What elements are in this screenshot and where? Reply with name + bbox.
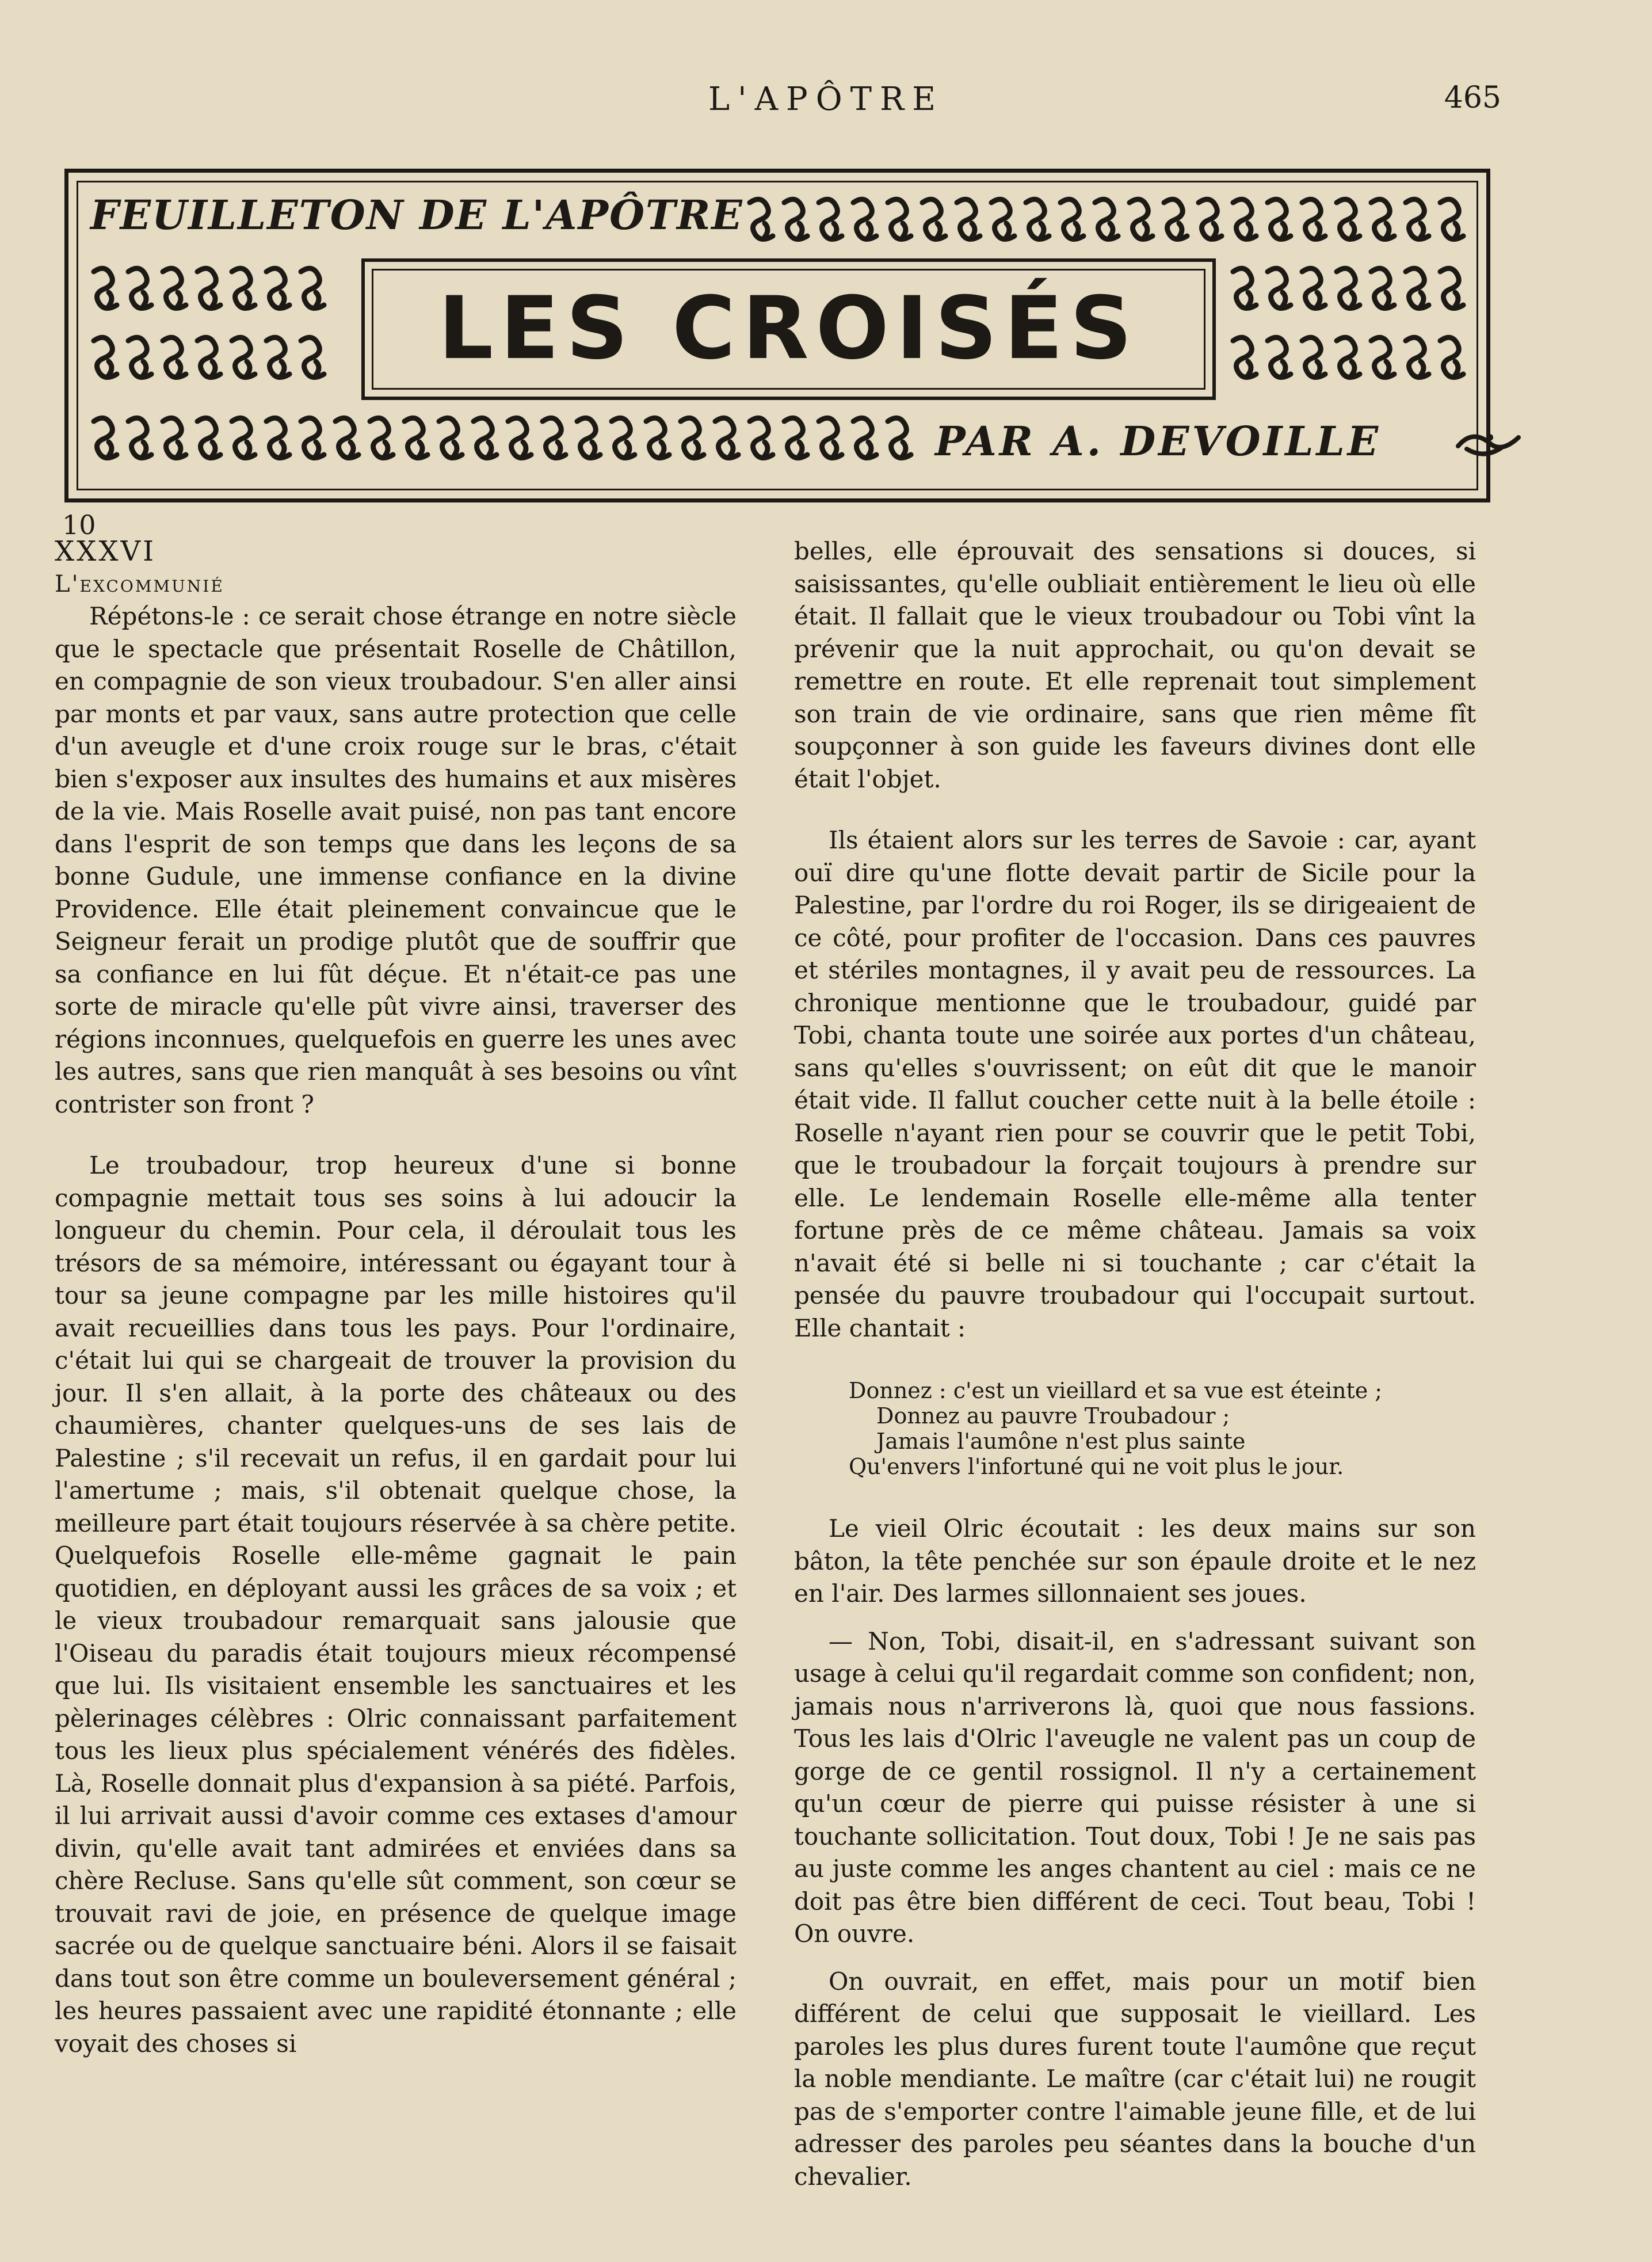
ornament-glyph-icon (1440, 199, 1463, 239)
ornament-glyph-icon (819, 418, 842, 458)
title-frame (361, 258, 1216, 400)
ornament-glyph-icon (197, 337, 220, 377)
ornament-glyph-icon (577, 418, 600, 458)
paragraph: Ils étaient alors sur les terres de Savoie : car, ayant ouï dire qu'une flotte devait partir de Sicile pour la Palestine, par l'ordre du roi Roger, ils se dirigeaient de ce côté, pour profiter de l'occasion. Dans ces pauvres et stériles montagnes, il y avait peu de ressources. La chronique mentionne que le troubadour, guidé par Tobi, chanta toute une soirée aux portes d'un château, sans qu'elles s'ouvrissent; on eût dit que le manoir était vide. Il fallut coucher cette nuit à la belle étoile : Roselle n'ayant rien pour se couvrir que le petit Tobi, que le troubadour la forçait toujours à prendre sur elle. Le lendemain Roselle elle-même alla tenter fortune près de ce même château. Jamais sa voix n'avait été si belle ni si touchante ; car c'était la pensée du pauvre troubadour qui l'occupait surtout. Elle chantait : (794, 826, 1476, 1342)
ornament-row-bottom-left-icon (86, 409, 920, 466)
ornament-glyph-icon (163, 337, 186, 377)
ornament-glyph-icon (301, 268, 324, 308)
ornament-glyph-icon (232, 268, 255, 308)
ornament-glyph-icon (1371, 337, 1394, 377)
ornament-glyph-icon (1371, 199, 1394, 239)
ornament-row-left-lower-icon (86, 328, 350, 386)
verse-block (849, 1378, 1476, 1479)
ornament-glyph-icon (1060, 199, 1083, 239)
ornament-glyph-icon (1268, 199, 1291, 239)
ornament-row-top-right-icon (742, 190, 1472, 247)
ornament-glyph-icon (94, 337, 117, 377)
paragraph: Le vieil Olric écoutait : les deux mains sur son bâton, la tête penchée sur son épaule droite et le nez en l'air. Des larmes sillonnaient ses joues. (794, 1514, 1476, 1608)
ornament-glyph-icon (1406, 199, 1429, 239)
ornament-glyph-icon (1302, 199, 1325, 239)
running-title: L'APÔTRE (708, 81, 944, 118)
main-title: LES CROISÉS (438, 279, 1139, 379)
ornament-glyph-icon (163, 418, 186, 458)
ornament-glyph-icon (1268, 337, 1291, 377)
ornament-glyph-icon (1026, 199, 1049, 239)
ornament-glyph-icon (1233, 268, 1256, 308)
ornament-glyph-icon (888, 199, 911, 239)
ornament-glyph-icon (784, 199, 807, 239)
ornament-glyph-icon (1268, 268, 1291, 308)
ornament-glyph-icon (94, 418, 117, 458)
chapter-title: L'excommunié (55, 570, 224, 597)
ornament-glyph-icon (301, 418, 324, 458)
verse-line: Donnez au pauvre Troubadour ; (876, 1403, 1230, 1429)
ornament-glyph-icon (508, 418, 531, 458)
ornament-glyph-icon (1164, 199, 1187, 239)
ornament-glyph-icon (715, 418, 738, 458)
ornament-glyph-icon (1199, 199, 1222, 239)
ornament-glyph-icon (1440, 268, 1463, 308)
ornament-glyph-icon (474, 418, 497, 458)
paragraph: belles, elle éprouvait des sensations si douces, si saisissantes, qu'elle oubliait entièrement le lieu où elle était. Il fallait que le vieux troubadour ou Tobi vînt la prévenir que la nuit approchait, ou qu'on devait se remettre en route. Et elle reprenait tout simplement son train de vie ordinaire, sans que rien même fît soupçonner à son guide les faveurs divines dont elle était l'objet. (794, 537, 1476, 793)
paragraph: Répétons-le : ce serait chose étrange en notre siècle que le spectacle que présentait Roselle de Châtillon, en compagnie de son vieux troubadour. S'en aller ainsi par monts et par vaux, sans autre protection que celle d'un aveugle et d'une croix rouge sur le bras, c'était bien s'exposer aux insultes des humains et aux misères de la vie. Mais Roselle avait puisé, non pas tant encore dans l'esprit de son temps que dans les leçons de sa bonne Gudule, une immense confiance en la divine Providence. Elle était pleinement convaincue que le Seigneur ferait un prodige plutôt que de souffrir que sa confiance en lui fût déçue. Et n'était-ce pas une sorte de miracle qu'elle pût vivre ainsi, traverser des régions inconnues, quelquefois en guerre les unes avec les autres, sans que rien manquât à ses besoins ou vînt contrister son front ? (55, 602, 737, 1118)
ornament-glyph-icon (957, 199, 980, 239)
verse-line: Donnez : c'est un vieillard et sa vue est éteinte ; (849, 1378, 1383, 1403)
page-number: 465 (1444, 81, 1501, 115)
ornament-glyph-icon (128, 337, 151, 377)
author-label: PAR A. DEVOILLE (935, 417, 1382, 465)
paragraph: — Non, Tobi, disait-il, en s'adressant suivant son usage à celui qu'il regardait comme son confident; non, jamais nous n'arriverons là, quoi que nous fassions. Tous les lais d'Olric l'aveugle ne valent pas un coup de gorge de ce gentil rossignol. Il n'y a certainement qu'un cœur de pierre qui puisse résister à une si touchante sollicitation. Tout doux, Tobi ! Je ne sais pas au juste comme les anges chantent au ciel : mais ce ne doit pas être bien différent de ceci. Tout beau, Tobi ! On ouvre. (794, 1627, 1476, 1948)
ornament-glyph-icon (1337, 337, 1360, 377)
ornament-glyph-icon (888, 418, 911, 458)
ornament-glyph-icon (1233, 337, 1256, 377)
ornament-glyph-icon (853, 199, 876, 239)
ornament-glyph-icon (266, 418, 289, 458)
ornament-glyph-icon (853, 418, 876, 458)
feuilleton-banner (64, 169, 1490, 502)
ornament-row-left-upper-icon (86, 259, 350, 317)
ornament-glyph-icon (439, 418, 462, 458)
chapter-number: XXXVI (55, 535, 157, 568)
ornament-glyph-icon (301, 337, 324, 377)
ornament-glyph-icon (1440, 337, 1463, 377)
ornament-glyph-icon (1337, 199, 1360, 239)
verse-line: Jamais l'aumône n'est plus sainte (876, 1429, 1246, 1454)
ornament-glyph-icon (1406, 337, 1429, 377)
ornament-glyph-icon (232, 337, 255, 377)
ornament-glyph-icon (197, 418, 220, 458)
ornament-glyph-icon (232, 418, 255, 458)
ornament-glyph-icon (163, 268, 186, 308)
ornament-glyph-icon (1371, 268, 1394, 308)
ornament-row-right-lower-icon (1225, 328, 1478, 386)
folio-number: 10 (62, 509, 96, 540)
ornament-glyph-icon (266, 268, 289, 308)
ornament-glyph-icon (94, 268, 117, 308)
ornament-glyph-icon (750, 418, 773, 458)
flourish-icon (1455, 426, 1524, 460)
ornament-glyph-icon (1302, 337, 1325, 377)
ornament-glyph-icon (612, 418, 635, 458)
ornament-glyph-icon (1130, 199, 1153, 239)
ornament-glyph-icon (784, 418, 807, 458)
ornament-glyph-icon (750, 199, 773, 239)
ornament-glyph-icon (128, 418, 151, 458)
ornament-glyph-icon (1233, 199, 1256, 239)
ornament-glyph-icon (1337, 268, 1360, 308)
ornament-glyph-icon (646, 418, 669, 458)
ornament-glyph-icon (405, 418, 428, 458)
ornament-glyph-icon (681, 418, 704, 458)
ornament-glyph-icon (335, 418, 358, 458)
ornament-glyph-icon (991, 199, 1014, 239)
feuilleton-label: FEUILLETON DE L'APÔTRE (90, 191, 743, 239)
verse-line: Qu'envers l'infortuné qui ne voit plus le jour. (849, 1454, 1344, 1479)
ornament-glyph-icon (197, 268, 220, 308)
ornament-glyph-icon (370, 418, 393, 458)
ornament-row-right-upper-icon (1225, 259, 1478, 317)
right-column (794, 535, 1476, 2193)
left-column (55, 535, 737, 2060)
ornament-glyph-icon (1302, 268, 1325, 308)
ornament-glyph-icon (128, 268, 151, 308)
paragraph: Le troubadour, trop heureux d'une si bonne compagnie mettait tous ses soins à lui adoucir la longueur du chemin. Pour cela, il déroulait tous les trésors de sa mémoire, intéressant ou égayant tour à tour sa jeune compagne par les mille histoires qu'il avait recueillies dans tous les pays. Pour l'ordinaire, c'était lui qui se chargeait de trouver la provision du jour. Il s'en allait, à la porte des châteaux ou des chaumières, chanter quelques-uns de ses lais de Palestine ; s'il recevait un refus, il en gardait pour lui l'amertume ; mais, s'il obtenait quelque chose, la meilleure part était toujours réservée à sa chère petite. Quelquefois Roselle elle-même gagnait le pain quotidien, en déployant aussi les grâces de sa voix ; et le vieux troubadour remarquait sans jalousie que l'Oiseau du paradis était toujours mieux récompensé que lui. Ils visitaient ensemble les sanctuaires et les pèlerinages célèbres : Olric connaissant parfaitement tous les lieux plus spécialement vénérés des fidèles. Là, Roselle donnait plus d'expansion à sa piété. Parfois, il lui arrivait aussi d'avoir comme ces extases d'amour divin, qu'elle avait tant admirées et enviées dans sa chère Recluse. Sans qu'elle sût comment, son cœur se trouvait ravi de joie, en présence de quelque image sacrée ou de quelque sanctuaire béni. Alors il se faisait dans tout son être comme un bouleversement général ; les heures passaient avec une rapidité étonnante ; elle voyait des choses si (55, 1151, 737, 2058)
ornament-glyph-icon (266, 337, 289, 377)
ornament-glyph-icon (1406, 268, 1429, 308)
ornament-glyph-icon (922, 199, 945, 239)
ornament-glyph-icon (543, 418, 566, 458)
ornament-glyph-icon (819, 199, 842, 239)
paragraph: On ouvrait, en effet, mais pour un motif bien différent de celui que supposait le vieillard. Les paroles les plus dures furent toute l'aumône que reçut la noble mendiante. Le maître (car c'était lui) ne rougit pas de s'emporter contre l'aimable jeune fille, et de lui adresser des paroles peu séantes dans la bouche d'un chevalier. (794, 1967, 1476, 2191)
ornament-glyph-icon (1095, 199, 1118, 239)
